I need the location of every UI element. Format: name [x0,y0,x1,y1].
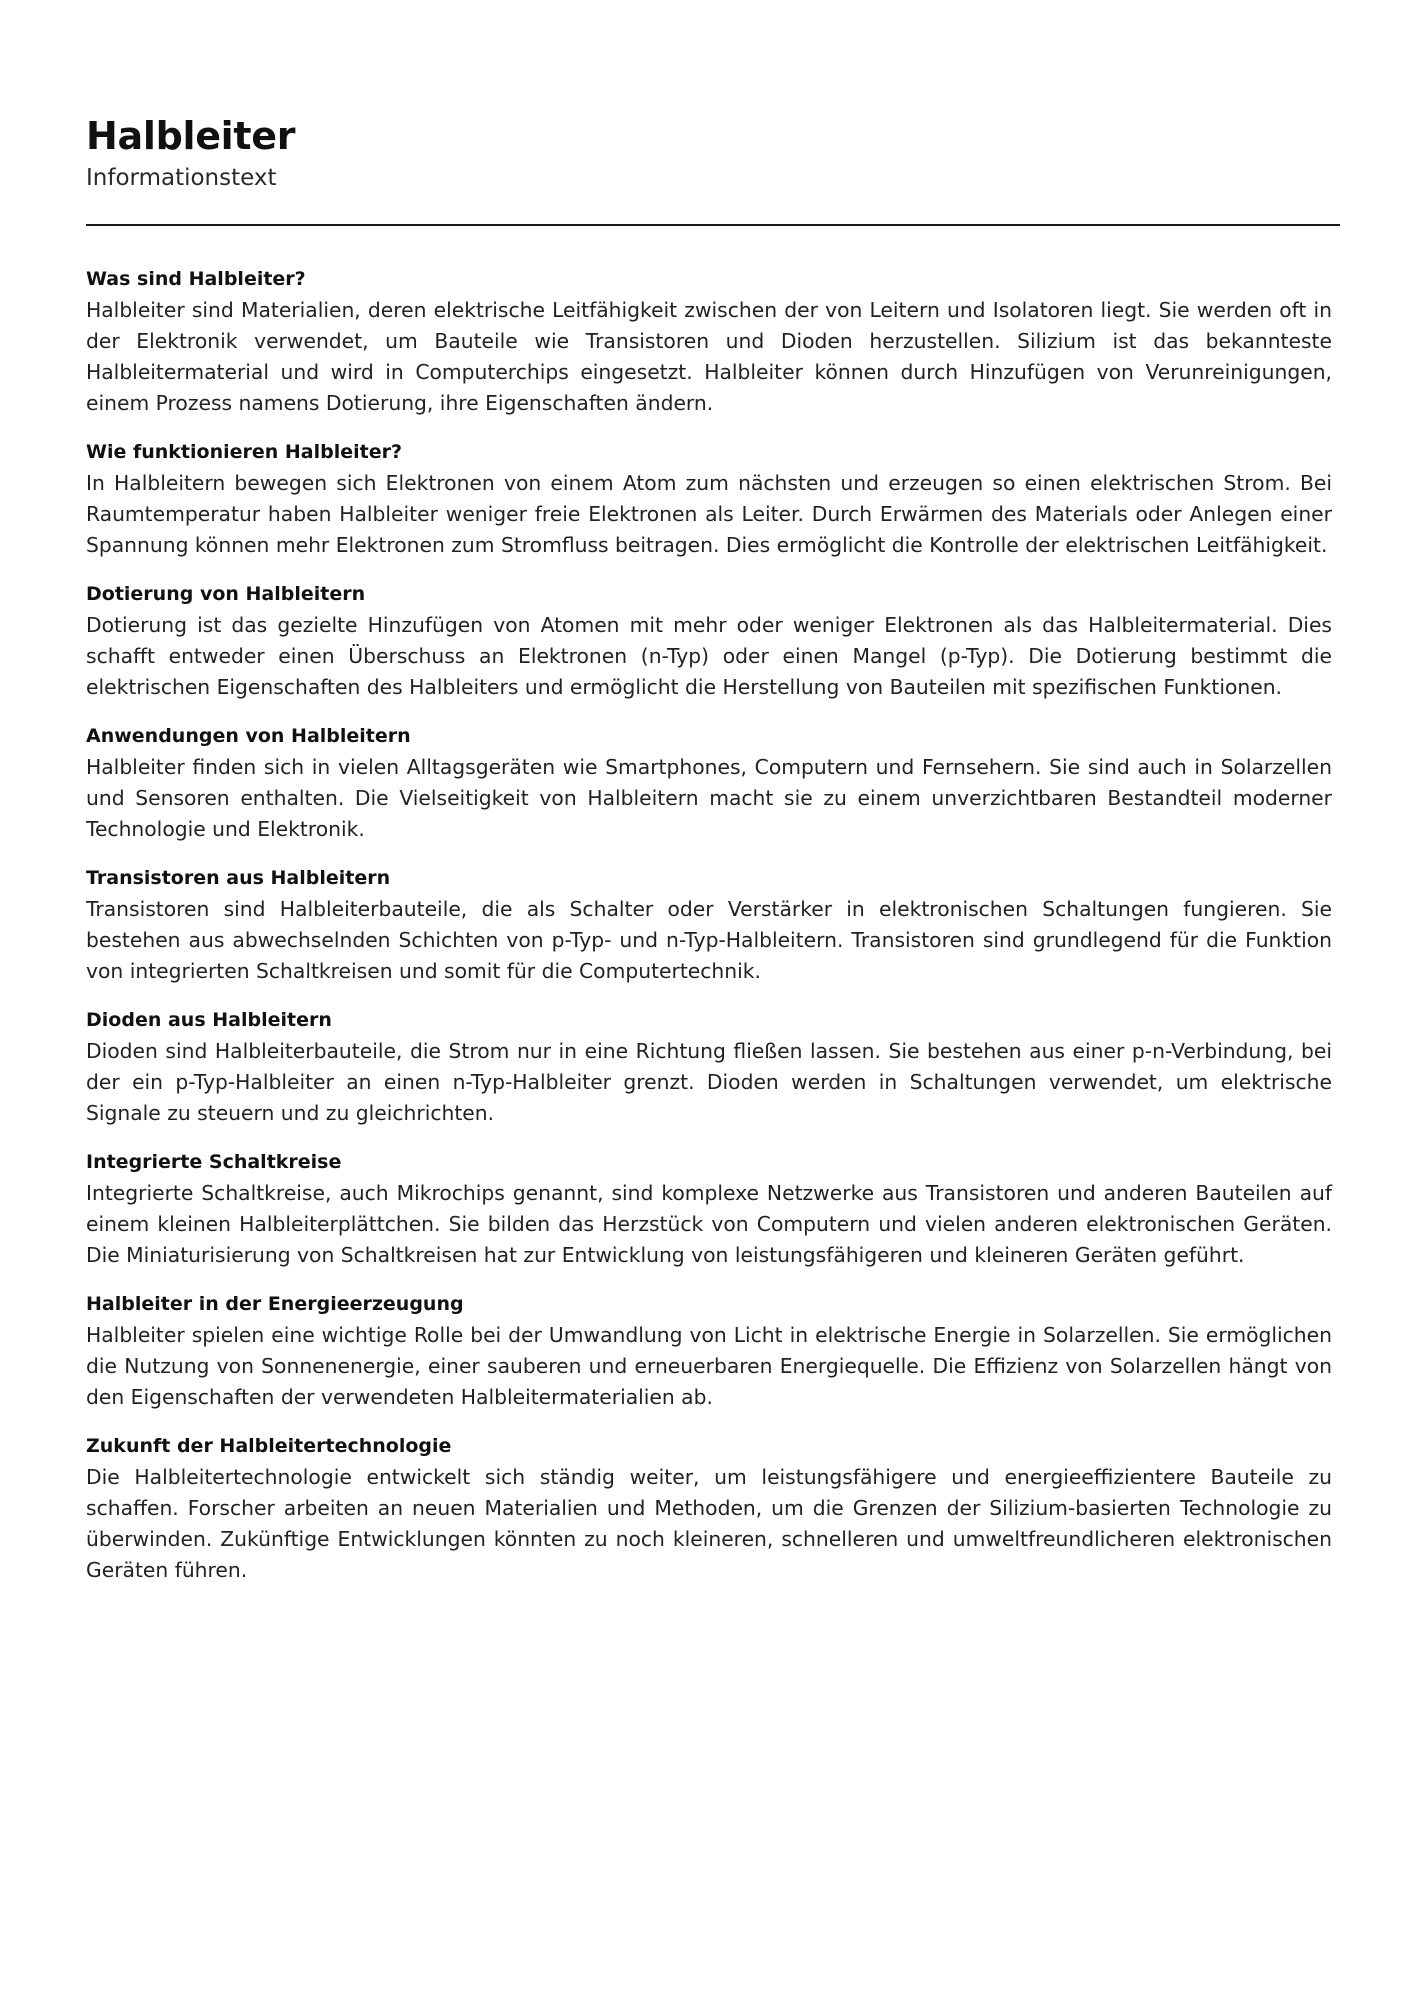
section-heading: Dioden aus Halbleitern [86,1009,332,1031]
section-heading: Dotierung von Halbleitern [86,583,366,605]
section-heading: Halbleiter in der Energieerzeugung [86,1293,464,1315]
section-body: Integrierte Schaltkreise, auch Mikrochips genannt, sind komplexe Netzwerke aus Transistoren und anderen Bauteilen auf einem kleinen Halbleiterplättchen. Sie bilden das Herzstück von Computern und vielen anderen elektronischen Geräten. Die Miniaturisierung von Schaltkreisen hat zur Entwicklung von leistungsfähigeren und kleineren Geräten geführt. [86,1181,1332,1267]
section-heading: Wie funktionieren Halbleiter? [86,441,403,463]
section-anwendungen [86,721,1332,845]
section-energieerzeugung [86,1289,1332,1413]
document-header [86,0,1340,226]
section-body: Halbleiter spielen eine wichtige Rolle bei der Umwandlung von Licht in elektrische Energie in Solarzellen. Sie ermöglichen die Nutzung von Sonnenenergie, einer sauberen und erneuerbaren Energiequelle. Die Effizienz von Solarzellen hängt von den Eigenschaften der verwendeten Halbleitermaterialien ab. [86,1323,1332,1409]
section-heading: Anwendungen von Halbleitern [86,725,411,747]
section-heading: Integrierte Schaltkreise [86,1151,342,1173]
document-subtitle: Informationstext [86,165,277,191]
section-body: Halbleiter sind Materialien, deren elektrische Leitfähigkeit zwischen der von Leitern und Isolatoren liegt. Sie werden oft in der Elektronik verwendet, um Bauteile wie Transistoren und Dioden herzustellen. Silizium ist das bekannteste Halbleitermaterial und wird in Computerchips eingesetzt. Halbleiter können durch Hinzufügen von Verunreinigungen, einem Prozess namens Dotierung, ihre Eigenschaften ändern. [86,298,1332,415]
section-body: In Halbleitern bewegen sich Elektronen von einem Atom zum nächsten und erzeugen so einen elektrischen Strom. Bei Raumtemperatur haben Halbleiter weniger freie Elektronen als Leiter. Durch Erwärmen des Materials oder Anlegen einer Spannung können mehr Elektronen zum Stromfluss beitragen. Dies ermöglicht die Kontrolle der elektrischen Leitfähigkeit. [86,471,1332,557]
section-heading: Transistoren aus Halbleitern [86,867,391,889]
section-transistoren [86,863,1332,987]
document-page [86,0,1340,1604]
section-wie-funktionieren-halbleiter [86,437,1332,561]
document-title: Halbleiter [86,114,296,158]
section-heading: Zukunft der Halbleitertechnologie [86,1435,452,1457]
section-body: Dioden sind Halbleiterbauteile, die Strom nur in eine Richtung fließen lassen. Sie bestehen aus einer p-n-Verbindung, bei der ein p-Typ-Halbleiter an einen n-Typ-Halbleiter grenzt. Dioden werden in Schaltungen verwendet, um elektrische Signale zu steuern und zu gleichrichten. [86,1039,1332,1125]
section-zukunft [86,1431,1332,1586]
section-was-sind-halbleiter [86,264,1332,419]
section-body: Dotierung ist das gezielte Hinzufügen von Atomen mit mehr oder weniger Elektronen als das Halbleitermaterial. Dies schafft entweder einen Überschuss an Elektronen (n-Typ) oder einen Mangel (p-Typ). Die Dotierung bestimmt die elektrischen Eigenschaften des Halbleiters und ermöglicht die Herstellung von Bauteilen mit spezifischen Funktionen. [86,613,1332,699]
section-heading: Was sind Halbleiter? [86,268,306,290]
section-body: Die Halbleitertechnologie entwickelt sich ständig weiter, um leistungsfähigere und energieeffizientere Bauteile zu schaffen. Forscher arbeiten an neuen Materialien und Methoden, um die Grenzen der Silizium-basierten Technologie zu überwinden. Zukünftige Entwicklungen könnten zu noch kleineren, schnelleren und umweltfreundlicheren elektronischen Geräten führen. [86,1465,1332,1582]
header-divider [86,224,1340,226]
section-dioden [86,1005,1332,1129]
section-dotierung [86,579,1332,703]
section-body: Transistoren sind Halbleiterbauteile, die als Schalter oder Verstärker in elektronischen Schaltungen fungieren. Sie bestehen aus abwechselnden Schichten von p-Typ- und n-Typ-Halbleitern. Transistoren sind grundlegend für die Funktion von integrierten Schaltkreisen und somit für die Computertechnik. [86,897,1332,983]
section-integrierte-schaltkreise [86,1147,1332,1271]
document-content [86,264,1332,1586]
section-body: Halbleiter finden sich in vielen Alltagsgeräten wie Smartphones, Computern und Fernsehern. Sie sind auch in Solarzellen und Sensoren enthalten. Die Vielseitigkeit von Halbleitern macht sie zu einem unverzichtbaren Bestandteil moderner Technologie und Elektronik. [86,755,1332,841]
